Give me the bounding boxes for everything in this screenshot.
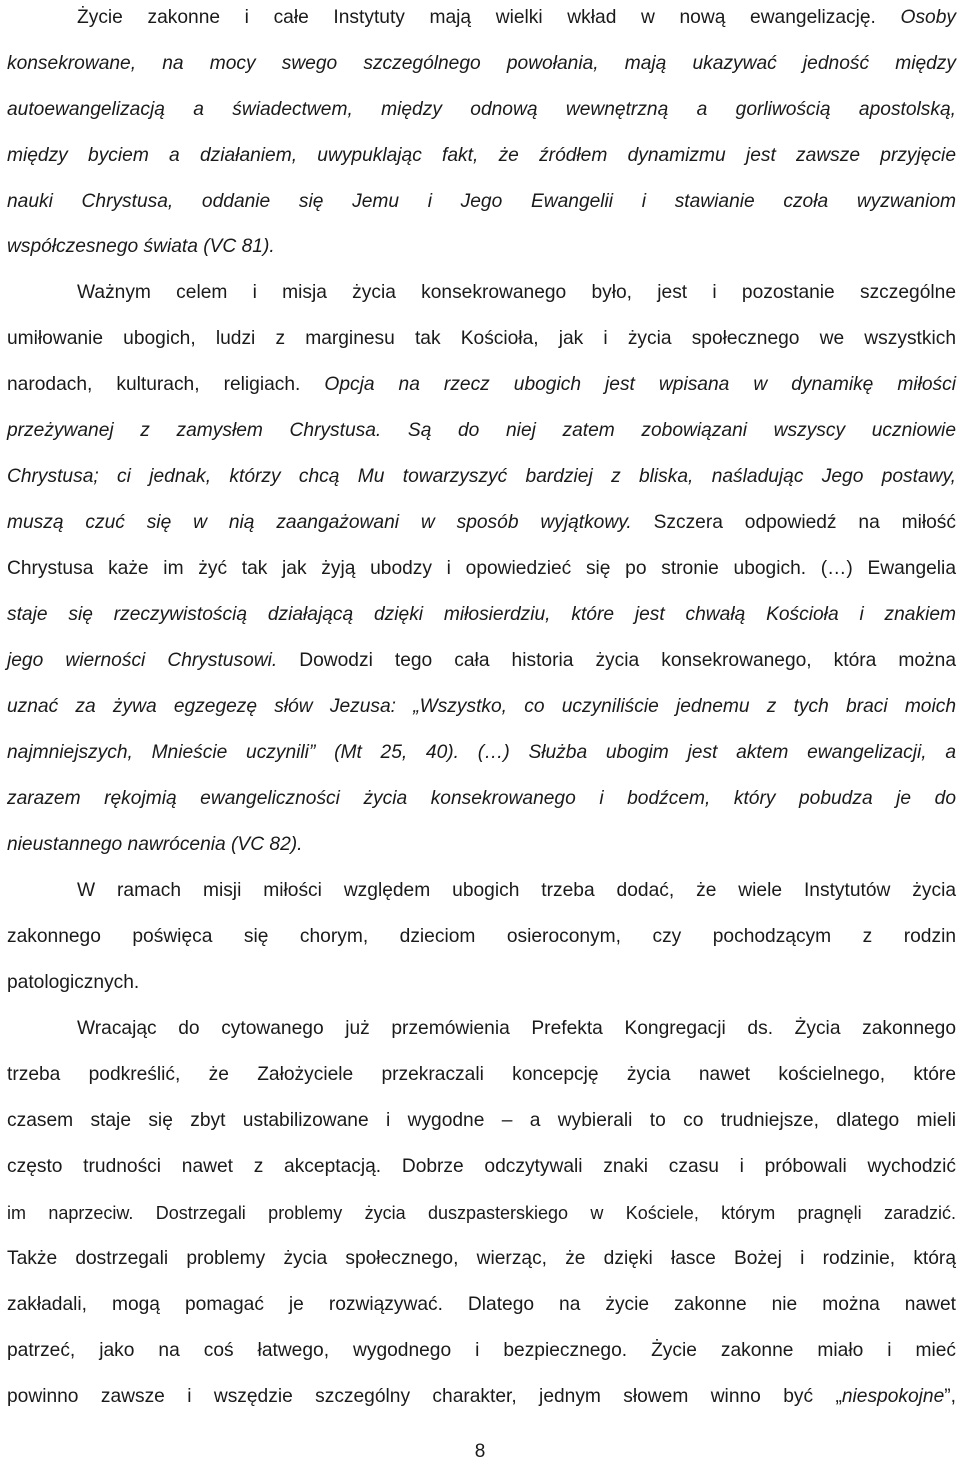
paragraph-4-line: zakładali, mogą pomagać je rozwiązywać. Dlatego na życie zakonne nie można nawet <box>7 1294 956 1315</box>
paragraph-1-line: między byciem a działaniem, uwypuklając fakt, że źródłem dynamizmu jest zawsze przyjęcie <box>7 145 956 166</box>
paragraph-3-line: zakonnego poświęca się chorym, dzieciom osieroconym, czy pochodzącym z rodzin <box>7 926 956 947</box>
paragraph-2-line <box>7 417 956 445</box>
paragraph-2-line: uznać za żywa egzegezę słów Jezusa: „Wszystko, co uczyniliście jednemu z tych braci moich <box>7 696 956 717</box>
text-run-italic: jego wierności Chrystusowi. <box>7 650 278 671</box>
paragraph-1-line: współczesnego świata (VC 81). <box>7 236 275 257</box>
text-run-italic: niespokojne <box>841 1386 945 1407</box>
paragraph-1-line: nauki Chrystusa, oddanie się Jemu i Jego Ewangelii i stawianie czoła wyzwaniom <box>7 191 956 212</box>
paragraph-3-line: W ramach misji miłości względem ubogich trzeba dodać, że wiele Instytutów życia <box>77 880 956 901</box>
paragraph-3-line: patologicznych. <box>7 972 140 993</box>
paragraph-4-line: Wracając do cytowanego już przemówienia Prefekta Kongregacji ds. Życia zakonnego <box>77 1018 956 1039</box>
text-run: powinno zawsze i wszędzie szczególny charakter, jednym słowem winno być „ <box>7 1386 842 1407</box>
text-run: Dowodzi tego cała historia życia konsekrowanego, która można <box>277 650 956 671</box>
paragraph-1-line: autoewangelizacją a świadectwem, między odnową wewnętrzną a gorliwością apostolską, <box>7 99 956 120</box>
text-run-italic: Osoby <box>875 7 956 28</box>
paragraph-2-line: najmniejszych, Mnieście uczynili” (Mt 25, 40). (…) Służba ubogim jest aktem ewangelizacji, a <box>7 742 956 763</box>
paragraph-1-line: konsekrowane, na mocy swego szczególnego powołania, mają ukazywać jedność między <box>7 53 956 74</box>
paragraph-2-line <box>7 647 956 675</box>
paragraph-4-line: im naprzeciw. Dostrzegali problemy życia duszpasterskiego w Kościele, którym pragnęli zaradzić. <box>7 1203 956 1223</box>
paragraph-4-line <box>7 1383 956 1411</box>
paragraph-4-line: trzeba podkreślić, że Założyciele przekraczali koncepcję życia nawet kościelnego, które <box>7 1064 956 1085</box>
paragraph-4-line: czasem staje się zbyt ustabilizowane i wygodne – a wybierali to co trudniejsze, dlatego mieli <box>7 1110 956 1131</box>
text-run: narodach, kulturach, religiach. <box>7 374 325 395</box>
paragraph-4-line: patrzeć, jako na coś łatwego, wygodnego i bezpiecznego. Życie zakonne miało i mieć <box>7 1340 956 1361</box>
paragraph-2-line: Ważnym celem i misja życia konsekrowanego było, jest i pozostanie szczególne <box>77 282 956 303</box>
paragraph-2-line: nieustannego nawrócenia (VC 82). <box>7 834 303 855</box>
paragraph-2-line: Chrystusa każe im żyć tak jak żyją ubodzy i opowiedzieć się po stronie ubogich. (…) Ewangelia <box>7 558 956 579</box>
text-run-italic: Opcja na rzecz ubogich jest wpisana w dynamikę miłości <box>324 374 957 395</box>
paragraph-1-line <box>7 4 956 32</box>
paragraph-4-line: często trudności nawet z akceptacją. Dobrze odczytywali znaki czasu i próbowali wychodzić <box>7 1156 956 1177</box>
paragraph-2-line: Chrystusa; ci jednak, którzy chcą Mu towarzyszyć bardziej z bliska, naśladując Jego postawy, <box>7 466 956 487</box>
text-run: ”, <box>944 1386 956 1407</box>
text-run-italic: Są do niej zatem zobowiązani wszyscy uczniowie <box>381 420 956 441</box>
text-run-italic: przeżywanej z zamysłem Chrystusa. <box>7 420 382 441</box>
paragraph-2-line: zarazem rękojmią ewangeliczności życia konsekrowanego i bodźcem, który pobudza je do <box>7 788 956 809</box>
text-run-italic: muszą czuć się w nią zaangażowani w sposób wyjątkowy. <box>7 512 632 533</box>
paragraph-4-line: Także dostrzegali problemy życia społecznego, wierząc, że dzięki łasce Bożej i rodzinie, którą <box>7 1248 956 1269</box>
text-run: Życie zakonne i całe Instytuty mają wielki wkład w nową ewangelizację. <box>77 7 876 28</box>
paragraph-2-line <box>7 371 956 399</box>
text-run: Szczera odpowiedź na miłość <box>631 512 956 533</box>
paragraph-2-line: umiłowanie ubogich, ludzi z marginesu tak Kościoła, jak i życia społecznego we wszystkich <box>7 328 956 349</box>
paragraph-2-line: staje się rzeczywistością działającą dzięki miłosierdziu, które jest chwałą Kościoła i znakiem <box>7 604 956 625</box>
paragraph-2-line <box>7 509 956 537</box>
page-number: 8 <box>474 1441 486 1462</box>
